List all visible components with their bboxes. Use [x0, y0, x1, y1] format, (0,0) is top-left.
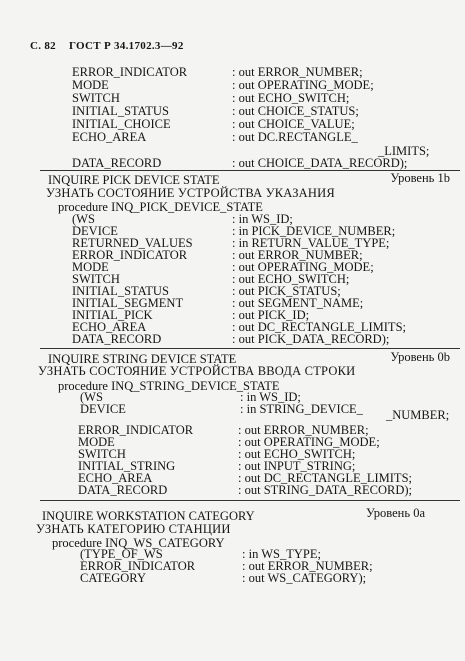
- param-name: INITIAL_SEGMENT: [72, 296, 184, 310]
- param-name: INITIAL_STATUS: [72, 104, 169, 118]
- param-name: SWITCH: [72, 91, 120, 105]
- param-type: : out ECHO_SWITCH;: [232, 272, 350, 286]
- param-type: : out PICK_DATA_RECORD);: [232, 332, 390, 346]
- param-name: MODE: [72, 260, 109, 274]
- param-name: ECHO_AREA: [72, 320, 147, 334]
- section-title-ru: УЗНАТЬ КАТЕГОРИЮ СТАНЦИИ: [36, 522, 231, 536]
- param-type: : out ERROR_NUMBER;: [242, 559, 373, 573]
- param-name: MODE: [72, 78, 109, 92]
- param-name: INITIAL_CHOICE: [72, 117, 171, 131]
- param-type: : in STRING_DEVICE_: [240, 402, 363, 416]
- param-type: : out OPERATING_MODE;: [232, 260, 374, 274]
- param-type: : out ECHO_SWITCH;: [238, 447, 356, 461]
- param-name: ERROR_INDICATOR: [80, 559, 196, 573]
- param-name: (TYPE_OF_WS: [80, 547, 163, 561]
- section-title-ru: УЗНАТЬ СОСТОЯНИЕ УСТРОЙСТВА УКАЗАНИЯ: [46, 186, 335, 200]
- param-type: : out CHOICE_VALUE;: [232, 117, 355, 131]
- param-type: : out ERROR_NUMBER;: [238, 423, 369, 437]
- procedure-name: procedure INQ_PICK_DEVICE_STATE: [58, 200, 263, 214]
- param-type: : out OPERATING_MODE;: [232, 78, 374, 92]
- param-name: CATEGORY: [80, 571, 146, 585]
- continuation-text: _NUMBER;: [386, 408, 450, 422]
- param-type: : in WS_ID;: [232, 212, 293, 226]
- section-title-ru: УЗНАТЬ СОСТОЯНИЕ УСТРОЙСТВА ВВОДА СТРОКИ: [38, 364, 356, 378]
- section-title: INQUIRE WORKSTATION CATEGORY: [42, 509, 255, 523]
- param-name: INITIAL_STRING: [78, 459, 176, 473]
- section-divider: [40, 348, 460, 349]
- param-type: : out INPUT_STRING;: [238, 459, 356, 473]
- param-name: ERROR_INDICATOR: [72, 248, 188, 262]
- param-type: : out PICK_ID;: [232, 308, 310, 322]
- param-type: : in RETURN_VALUE_TYPE;: [232, 236, 390, 250]
- param-name: MODE: [78, 435, 115, 449]
- param-type: : in WS_TYPE;: [242, 547, 321, 561]
- param-name: (WS: [80, 390, 103, 404]
- param-type: : out ECHO_SWITCH;: [232, 91, 350, 105]
- param-type: : out OPERATING_MODE;: [238, 435, 380, 449]
- section-divider: [40, 500, 460, 501]
- param-type: : out CHOICE_DATA_RECORD);: [232, 156, 408, 170]
- procedure-name: procedure INQ_STRING_DEVICE_STATE: [58, 379, 280, 393]
- param-name: DATA_RECORD: [78, 483, 168, 497]
- param-name: RETURNED_VALUES: [72, 236, 193, 250]
- section-title: INQUIRE STRING DEVICE STATE: [48, 352, 237, 366]
- param-type: : out DC_RECTANGLE_LIMITS;: [232, 320, 406, 334]
- page-header: [30, 40, 184, 52]
- param-name: DATA_RECORD: [72, 156, 162, 170]
- level-label: Уровень 0b: [390, 350, 450, 364]
- param-name: ERROR_INDICATOR: [78, 423, 194, 437]
- param-type: : out WS_CATEGORY);: [242, 571, 367, 585]
- param-name: SWITCH: [78, 447, 126, 461]
- param-type: : out DC_RECTANGLE_LIMITS;: [238, 471, 412, 485]
- param-name: ECHO_AREA: [78, 471, 153, 485]
- param-name: DEVICE: [80, 402, 126, 416]
- param-type: : out DC.RECTANGLE_: [232, 130, 358, 144]
- param-name: DATA_RECORD: [72, 332, 162, 346]
- param-type: : out CHOICE_STATUS;: [232, 104, 359, 118]
- section-title: INQUIRE PICK DEVICE STATE: [48, 173, 220, 187]
- param-name: (WS: [72, 212, 95, 226]
- param-type: : out SEGMENT_NAME;: [232, 296, 364, 310]
- param-name: ECHO_AREA: [72, 130, 147, 144]
- param-type: : in WS_ID;: [240, 390, 301, 404]
- param-type: : out ERROR_NUMBER;: [232, 65, 363, 79]
- param-type: : out PICK_STATUS;: [232, 284, 341, 298]
- param-name: INITIAL_STATUS: [72, 284, 169, 298]
- level-label: Уровень 1b: [390, 171, 450, 185]
- param-name: INITIAL_PICK: [72, 308, 153, 322]
- page-number: С. 82: [30, 40, 56, 52]
- standard-number: ГОСТ Р 34.1702.3—92: [69, 40, 184, 52]
- param-type: : out STRING_DATA_RECORD);: [238, 483, 413, 497]
- param-name: ERROR_INDICATOR: [72, 65, 188, 79]
- continuation-text: _LIMITS;: [378, 144, 430, 158]
- level-label: Уровень 0a: [366, 506, 425, 520]
- param-type: : out ERROR_NUMBER;: [232, 248, 363, 262]
- param-type: : in PICK_DEVICE_NUMBER;: [232, 224, 396, 238]
- param-name: DEVICE: [72, 224, 118, 238]
- procedure-name: procedure INQ_WS_CATEGORY: [52, 536, 225, 550]
- param-name: SWITCH: [72, 272, 120, 286]
